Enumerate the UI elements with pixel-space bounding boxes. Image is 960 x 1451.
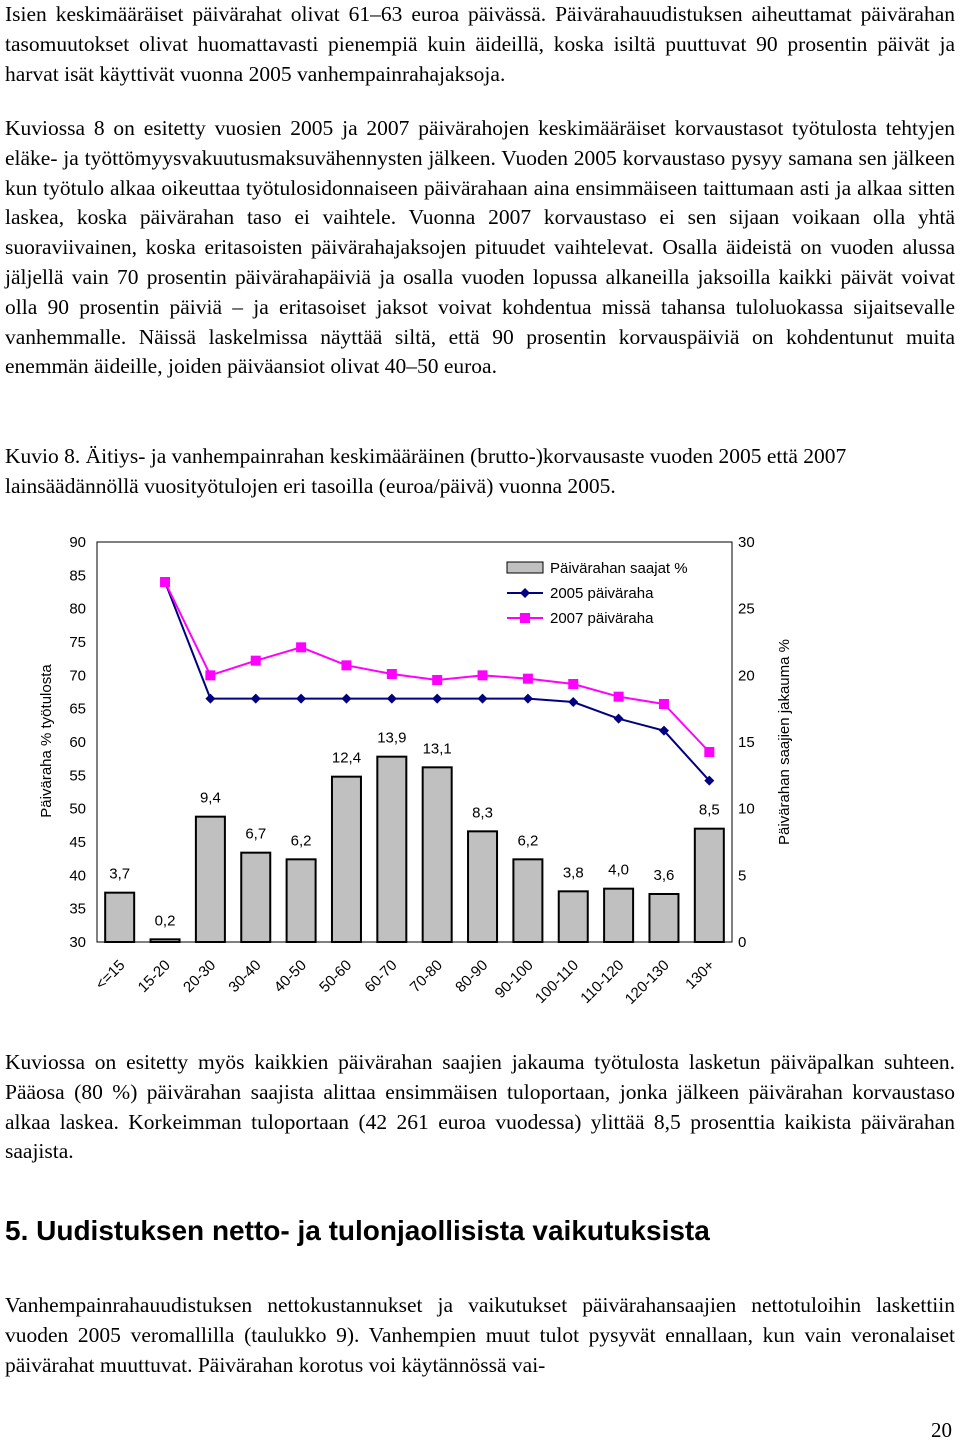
legend-swatch-bars: [507, 562, 543, 573]
x-tick-label: 110-120: [577, 956, 628, 1007]
bar-data-label: 3,7: [109, 865, 131, 883]
series-point-2005: [614, 714, 624, 724]
bar-data-label: 12,4: [331, 749, 362, 767]
series-point-2007: [205, 670, 215, 680]
x-axis-tick-labels: [92, 957, 718, 1008]
distribution-paragraph: Kuviossa on esitetty myös kaikkien päivärahan saajien jakauma työtulosta lasketun päiväpalkan suhteen. Pääosa (80 %) päivärahan saajista alittaa ensimmäisen tuloportaan, jonka jälkeen päivärahan korvaustaso alkaa laskea. Korkeimman tuloportaan (42 261 euroa vuodessa) ylittää 8,5 prosenttia kaikista päivärahan saajista.: [5, 1050, 955, 1164]
bar-series: [105, 757, 724, 942]
x-tick-label: 50-60: [316, 956, 356, 996]
legend-label-2005: 2005 päiväraha: [550, 585, 654, 602]
x-tick-label: 30-40: [225, 956, 265, 996]
series-point-2005: [251, 694, 261, 704]
x-tick-label: 90-100: [491, 956, 537, 1002]
legend-swatch-2005-marker: [520, 588, 530, 598]
combo-chart: [0, 520, 960, 1020]
series-point-2007: [296, 642, 306, 652]
series-line: [165, 582, 709, 752]
bar: [649, 894, 678, 942]
y-axis-left-label: Päiväraha % työtulosta: [38, 664, 55, 818]
plot-area: [97, 542, 732, 942]
left-tick-label: 60: [69, 734, 86, 751]
bar-data-label: 4,0: [608, 861, 630, 879]
series-point-2007: [568, 679, 578, 689]
left-tick-label: 90: [69, 534, 86, 551]
x-tick-label: 40-50: [270, 956, 310, 996]
x-tick-label: <=15: [92, 956, 129, 994]
bar-data-label: 6,7: [245, 825, 267, 843]
left-tick-label: 85: [69, 567, 86, 585]
bar: [377, 757, 406, 942]
series-point-2007: [432, 675, 442, 685]
bar-data-label: 0,2: [154, 912, 176, 930]
series-point-2007: [614, 692, 624, 702]
series-point-2007: [478, 670, 488, 680]
series-point-2005: [568, 697, 578, 707]
legend: [507, 560, 688, 627]
bar: [105, 893, 134, 942]
series-point-2007: [659, 699, 669, 709]
right-tick-label: 25: [738, 600, 755, 618]
net-effects-paragraph: Vanhempainrahauudistuksen nettokustannukset ja vaikutukset päivärahansaajien nettotuloihin laskettiin vuoden 2005 veromallilla (taulukko 9). Vanhempien muut tulot pysyvät ennallaan, kun vain veronalaiset päivärahat muuttuvat. Päivärahan korotus voi käytännössä vai-: [5, 1293, 955, 1377]
x-tick-label: 60-70: [361, 956, 401, 996]
series-point-2005: [296, 694, 306, 704]
bar: [287, 859, 316, 942]
bar-data-label: 8,3: [472, 804, 493, 822]
bar-data-label: 3,8: [562, 864, 584, 882]
series-point-2005: [387, 694, 397, 704]
right-tick-label: 20: [738, 667, 755, 685]
bar-data-label: 6,2: [517, 832, 539, 850]
series-point-2007: [251, 656, 261, 666]
left-tick-label: 80: [69, 600, 86, 618]
bar-data-label: 13,1: [422, 740, 452, 758]
bar: [604, 889, 633, 942]
left-tick-label: 75: [69, 634, 86, 651]
page-number: 20: [931, 1418, 952, 1442]
legend-swatch-2007-marker: [520, 613, 530, 623]
bar: [513, 859, 542, 942]
series-point-2007: [523, 674, 533, 684]
bar: [151, 939, 180, 942]
right-tick-label: 30: [738, 534, 755, 551]
figure-description-paragraph: Kuviossa 8 on esitetty vuosien 2005 ja 2007 päivärahojen keskimääräiset korvaustasot työtulosta tehtyjen eläke- ja työttömyysvakuutusmaksuvähennysten jälkeen. Vuoden 2005 korvaustaso pysyy samana sen jälkeen kun työtulo alkaa oikeuttaa työtulosidonnaiseen päivärahaan aina ensimmäiseen taittumaan asti ja alkaa sitten laskea, koska päivärahan taso ei vaihtele. Vuonna 2007 korvaustaso ei sen sijaan voikaan olla yhtä suoraviivainen, koska eritasoisten päivärahajaksojen pituudet vaihtelevat. Osalla äideistä on vuoden alussa jäljellä vain 70 prosentin päivärahapäiviä ja osalla vuoden lopussa alkaneilla jaksoilla kaikki päivät voivat olla 90 prosentin päiviä – ja eritasoiset jaksot voivat kohdentua missä tahansa tuloluokassa sijaitsevalle vanhemmalle. Näissä laskelmissa näyttää siltä, että 90 prosentin korvauspäiviä on kohdentunut muita enemmän äideille, joiden päiväansiot olivat 40–50 euroa.: [5, 116, 955, 379]
series-point-2005: [523, 694, 533, 704]
intro-paragraph: Isien keskimääräiset päivärahat olivat 61–63 euroa päivässä. Päivärahauudistuksen aiheuttamat päivärahan tasomuutokset olivat huomattavasti pienempiä kuin äideillä, koska isiltä puuttuvat 90 prosentin päivät ja harvat isät käyttivät vuonna 2005 vanhempainrahajaksoja.: [5, 2, 955, 86]
bar-data-label: 3,6: [653, 867, 675, 884]
legend-label-bars: Päivärahan saajat %: [550, 560, 688, 577]
bar: [559, 891, 588, 942]
right-tick-label: 10: [738, 800, 755, 818]
left-tick-label: 45: [69, 834, 86, 851]
right-tick-label: 0: [738, 934, 747, 951]
series-point-2005: [205, 694, 215, 704]
bar: [695, 829, 724, 942]
bar-data-label: 9,4: [199, 789, 221, 807]
bar-data-label: 8,5: [698, 801, 720, 819]
x-tick-label: 100-110: [531, 956, 583, 1007]
right-axis-tick-labels: [738, 534, 755, 951]
left-tick-label: 40: [69, 867, 86, 885]
right-tick-label: 15: [738, 734, 755, 751]
left-tick-label: 50: [69, 800, 86, 818]
left-tick-label: 70: [69, 667, 86, 685]
series-point-2007: [387, 669, 397, 679]
bar: [241, 853, 270, 942]
x-tick-label: 15-20: [134, 956, 174, 996]
x-tick-label: 20-30: [180, 956, 220, 996]
right-tick-label: 5: [738, 867, 747, 885]
y-axis-right-label: Päivärahan saajien jakauma %: [776, 639, 793, 845]
bar: [423, 767, 452, 942]
figure-caption: Kuvio 8. Äitiys- ja vanhempainrahan keskimääräinen (brutto-)korvausaste vuoden 2005 että 2007 lainsäädännöllä vuosityötulojen eri tasoilla (euroa/päivä) vuonna 2005.: [5, 444, 847, 498]
left-tick-label: 65: [69, 700, 86, 718]
bar: [468, 831, 497, 942]
x-tick-label: 80-90: [452, 956, 492, 996]
left-tick-label: 30: [69, 934, 86, 951]
series-point-2007: [341, 660, 351, 670]
series-point-2005: [432, 694, 442, 704]
x-tick-label: 70-80: [406, 956, 447, 996]
series-point-2007: [160, 577, 170, 587]
bar: [196, 817, 225, 942]
left-axis-tick-labels: [69, 534, 86, 951]
left-tick-label: 35: [69, 900, 86, 918]
section-heading: 5. Uudistuksen netto- ja tulonjaollisista vaikutuksista: [5, 1215, 710, 1246]
legend-label-2007: 2007 päiväraha: [550, 610, 654, 627]
series-point-2005: [478, 694, 488, 704]
bar-data-label: 6,2: [290, 832, 312, 850]
bar-data-label: 13,9: [377, 729, 407, 747]
x-tick-label: 120-130: [621, 956, 673, 1008]
left-tick-label: 55: [69, 767, 86, 785]
bar: [332, 777, 361, 942]
series-point-2007: [704, 747, 714, 757]
x-tick-label: 130+: [682, 956, 719, 993]
series-point-2005: [341, 694, 351, 704]
